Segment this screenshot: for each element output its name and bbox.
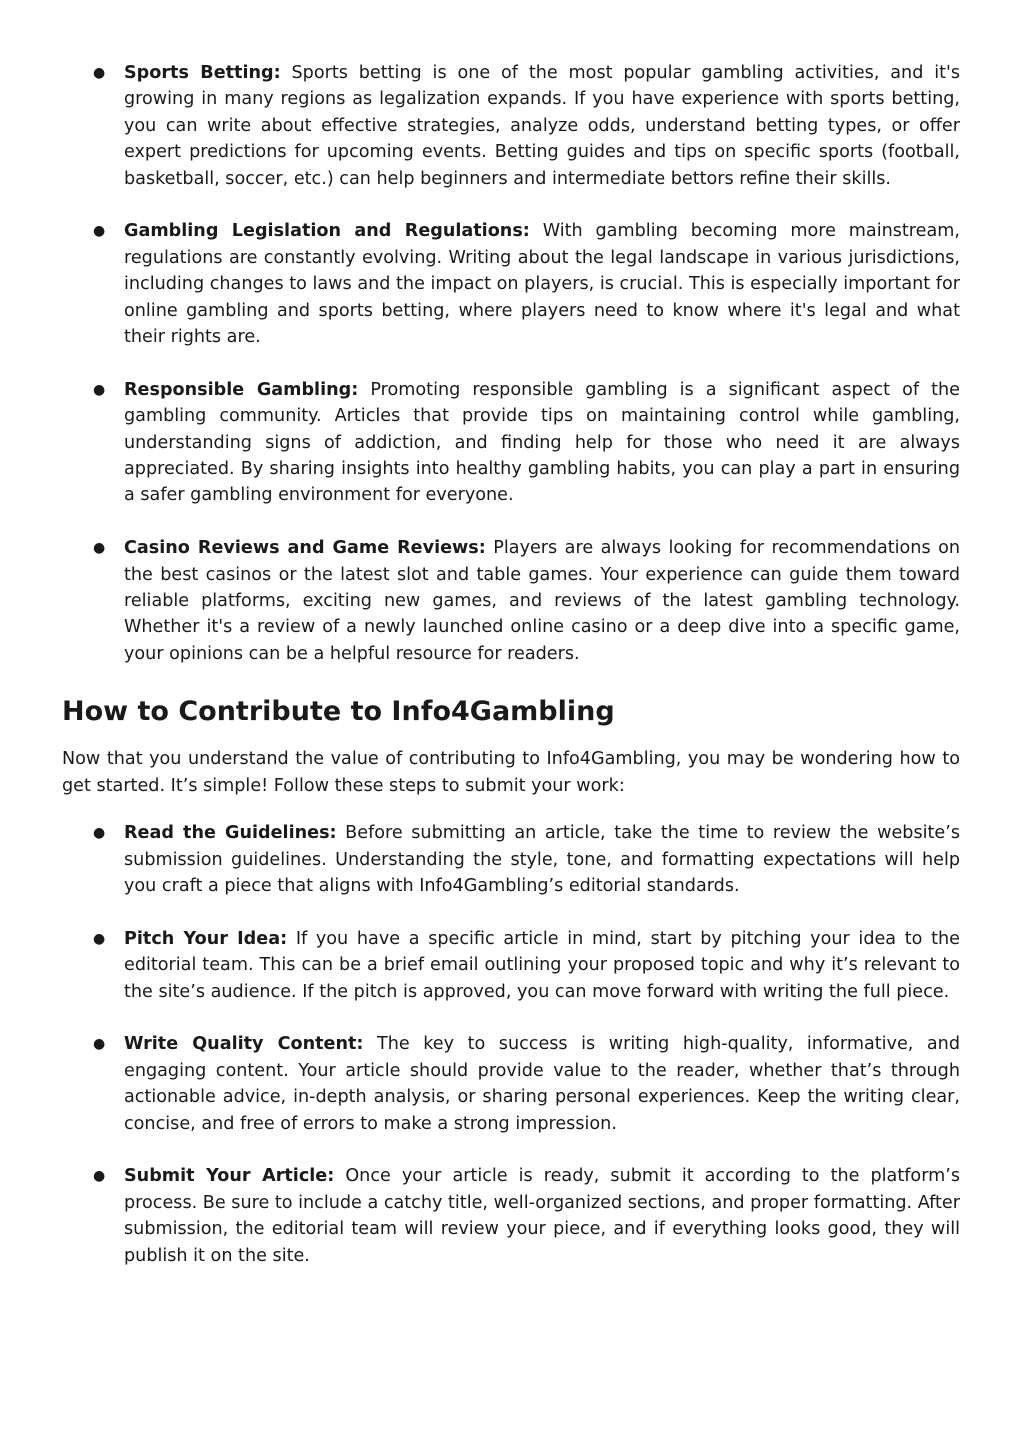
bullet-icon: ● bbox=[93, 1168, 106, 1185]
item-title: Casino Reviews and Game Reviews: bbox=[124, 538, 486, 559]
bullet-icon: ● bbox=[93, 223, 106, 240]
list-item bbox=[62, 820, 960, 899]
bullet-icon: ● bbox=[93, 930, 106, 947]
bullet-icon: ● bbox=[93, 381, 106, 398]
list-item bbox=[62, 535, 960, 667]
item-text: With gambling becoming more mainstream, regulations are constantly evolving. Writing about the legal landscape in various jurisdictions, including changes to laws and the impact on players, is crucial. This is especially important for online gambling and sports betting, where players need to know where it's legal and what their rights are. bbox=[124, 221, 960, 348]
steps-list bbox=[62, 820, 960, 1269]
item-title: Gambling Legislation and Regulations: bbox=[124, 221, 530, 242]
item-title: Responsible Gambling: bbox=[124, 379, 359, 400]
list-item bbox=[62, 926, 960, 1005]
item-title: Read the Guidelines: bbox=[124, 823, 337, 844]
topic-list bbox=[62, 60, 960, 667]
section-heading: How to Contribute to Info4Gambling bbox=[62, 696, 615, 728]
bullet-icon: ● bbox=[93, 1036, 106, 1053]
item-text: Players are always looking for recommendations on the best casinos or the latest slot and table games. Your experience can guide them toward reliable platforms, exciting new games, and reviews of the latest gambling technology. Whether it's a review of a newly launched online casino or a deep dive into a specific game, your opinions can be a helpful resource for readers. bbox=[124, 538, 961, 664]
bullet-icon: ● bbox=[93, 825, 106, 842]
item-title: Write Quality Content: bbox=[124, 1034, 364, 1055]
bullet-icon: ● bbox=[93, 540, 106, 557]
item-title: Sports Betting: bbox=[124, 63, 281, 83]
list-item bbox=[62, 1031, 960, 1137]
list-item bbox=[62, 60, 960, 192]
list-item bbox=[62, 377, 960, 509]
item-text: Promoting responsible gambling is a significant aspect of the gambling community. Articles that provide tips on maintaining control while gambling, understanding signs of addiction, and finding help for those who need it are always appreciated. By sharing insights into healthy gambling habits, you can play a part in ensuring a safer gambling environment for everyone. bbox=[124, 379, 961, 506]
section-intro: Now that you understand the value of contributing to Info4Gambling, you may be wondering how to get started. It’s simple! Follow these steps to submit your work: bbox=[62, 749, 960, 796]
list-item bbox=[62, 218, 960, 350]
item-text: If you have a specific article in mind, start by pitching your idea to the editorial team. This can be a brief email outlining your proposed topic and why it’s relevant to the site’s audience. If the pitch is approved, you can move forward with writing the full piece. bbox=[124, 928, 960, 1002]
list-item bbox=[62, 1163, 960, 1269]
item-text: Sports betting is one of the most popular gambling activities, and it's growing in many regions as legalization expands. If you have experience with sports betting, you can write about effective strategies, analyze odds, understand betting types, or offer expert predictions for upcoming events. Betting guides and tips on specific sports (football, basketball, soccer, etc.) can help beginners and intermediate bettors refine their skills. bbox=[124, 63, 961, 189]
item-text: Once your article is ready, submit it according to the platform’s process. Be sure to include a catchy title, well-organized sections, and proper formatting. After submission, the editorial team will review your piece, and if everything looks good, they will publish it on the site. bbox=[124, 1166, 961, 1266]
item-text: The key to success is writing high-quality, informative, and engaging content. Your article should provide value to the reader, whether that’s through actionable advice, in-depth analysis, or sharing personal experiences. Keep the writing clear, concise, and free of errors to make a strong impression. bbox=[124, 1034, 961, 1134]
item-text: Before submitting an article, take the time to review the website’s submission guidelines. Understanding the style, tone, and formatting expectations will help you craft a piece that aligns with Info4Gambling’s editorial standards. bbox=[124, 823, 960, 896]
bullet-icon: ● bbox=[93, 65, 106, 81]
item-title: Pitch Your Idea: bbox=[124, 928, 288, 949]
item-title: Submit Your Article: bbox=[124, 1166, 335, 1187]
